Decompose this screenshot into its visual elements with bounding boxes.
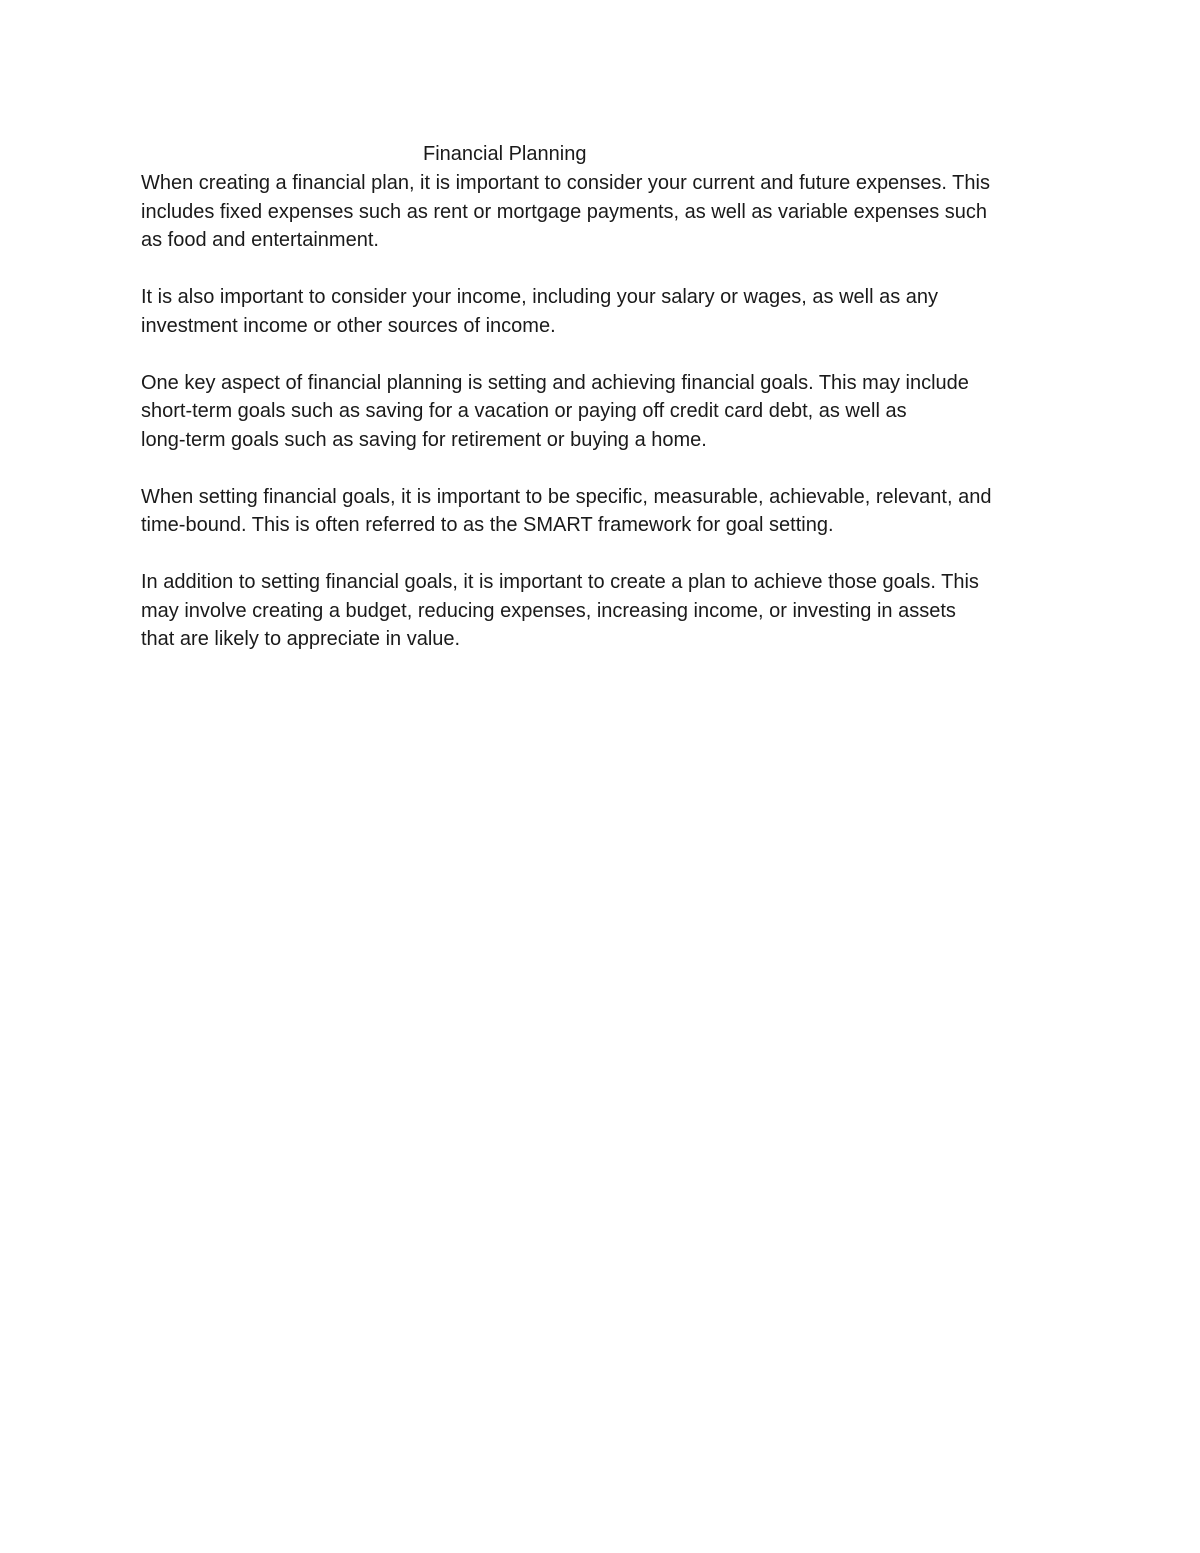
paragraph-expenses (141, 169, 1071, 255)
paragraph-income (141, 283, 1071, 340)
paragraph-plan (141, 568, 1071, 654)
paragraph-line: When creating a financial plan, it is important to consider your current and future expenses. This (141, 172, 990, 194)
paragraph-line: includes fixed expenses such as rent or mortgage payments, as well as variable expenses such (141, 200, 988, 223)
paragraph-line: time-bound. This is often referred to as the SMART framework for goal setting. (141, 514, 834, 536)
paragraph-smart (141, 483, 1071, 540)
document-title: Financial Planning (423, 143, 587, 165)
paragraph-line: as food and entertainment. (141, 229, 379, 251)
paragraph-line: long-term goals such as saving for retirement or buying a home. (141, 428, 707, 451)
paragraph-line: One key aspect of financial planning is setting and achieving financial goals. This may include (141, 371, 969, 394)
paragraph-line: short-term goals such as saving for a vacation or paying off credit card debt, as well as (141, 400, 907, 422)
paragraph-line: that are likely to appreciate in value. (141, 628, 461, 650)
paragraph-goals (141, 369, 1071, 455)
paragraph-line: When setting financial goals, it is important to be specific, measurable, achievable, relevant, and (141, 485, 992, 508)
document-body (141, 140, 1071, 654)
paragraph-line: In addition to setting financial goals, it is important to create a plan to achieve those goals. This (141, 571, 979, 593)
paragraph-line: may involve creating a budget, reducing expenses, increasing income, or investing in assets (141, 599, 956, 622)
paragraph-line: investment income or other sources of income. (141, 314, 556, 337)
paragraph-line: It is also important to consider your income, including your salary or wages, as well as any (141, 286, 939, 308)
